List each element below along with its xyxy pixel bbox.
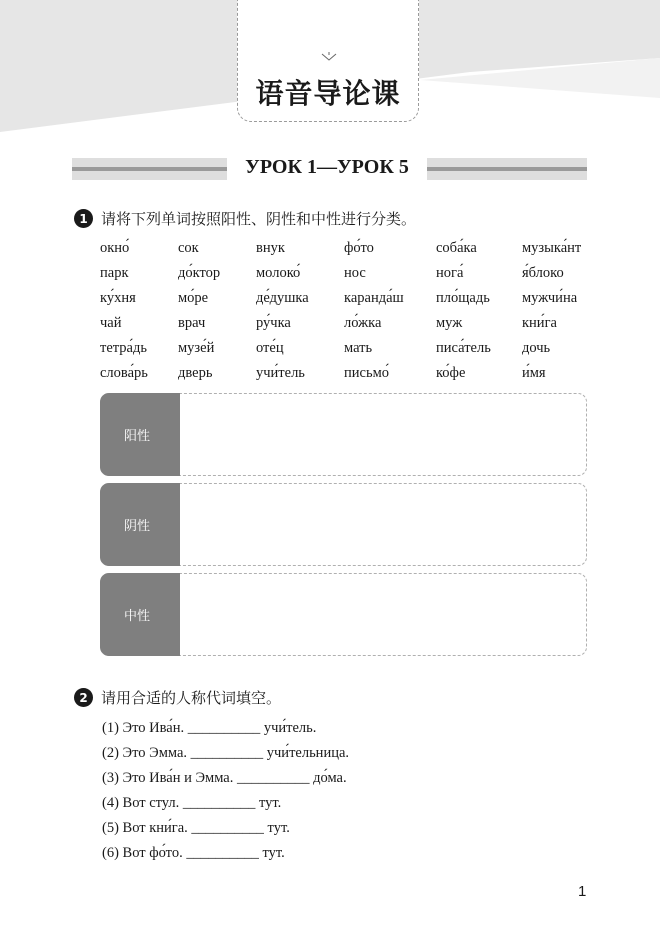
sentence-item: (6) Вот фо́то. __________ тут.	[102, 845, 285, 861]
word-item: де́душка	[256, 290, 309, 306]
title-box	[237, 0, 419, 122]
page-number: 1	[578, 883, 587, 900]
lesson-bar-right	[427, 158, 587, 180]
sentence-item: (4) Вот стул. __________ тут.	[102, 795, 282, 811]
sentence-item: (5) Вот кни́га. __________ тут.	[102, 820, 290, 836]
word-item: окно́	[100, 240, 130, 256]
word-item: я́блоко	[522, 265, 564, 281]
word-item: учи́тель	[256, 365, 305, 381]
word-item: ло́жка	[344, 315, 382, 331]
word-item: дверь	[178, 365, 213, 381]
sentence-list	[102, 718, 349, 868]
exercise-2-number: 2	[74, 688, 93, 707]
category-label-neuter: 中性	[100, 573, 180, 656]
word-item: молоко́	[256, 265, 301, 281]
word-item: парк	[100, 265, 129, 281]
word-item: писа́тель	[436, 340, 491, 356]
category-box-neuter[interactable]	[100, 573, 587, 656]
word-item: ку́хня	[100, 290, 136, 306]
word-item: нос	[344, 265, 366, 281]
page-title: 语音导论课	[255, 77, 401, 110]
exercise-1-instruction: 请将下列单词按照阳性、阴性和中性进行分类。	[101, 210, 417, 228]
word-item: соба́ка	[436, 240, 477, 256]
exercise-1-heading	[74, 208, 416, 229]
category-box-masculine[interactable]	[100, 393, 587, 476]
word-item: оте́ц	[256, 340, 284, 356]
word-grid	[100, 238, 600, 383]
word-item: мать	[344, 340, 373, 356]
word-item: тетра́дь	[100, 340, 147, 356]
word-item: дочь	[522, 340, 551, 356]
decorative-chevron-icon	[321, 52, 337, 62]
word-item: каранда́ш	[344, 290, 404, 306]
category-label-feminine: 阴性	[100, 483, 180, 566]
lesson-bar-left	[72, 158, 227, 180]
word-item: фо́то	[344, 240, 374, 256]
word-item: ко́фе	[436, 365, 466, 381]
word-item: пло́щадь	[436, 290, 490, 306]
word-item: чай	[100, 315, 122, 331]
word-item: слова́рь	[100, 365, 148, 381]
word-item: и́мя	[522, 365, 546, 381]
word-item: ру́чка	[256, 315, 291, 331]
word-item: до́ктор	[178, 265, 221, 281]
exercise-2-heading	[74, 687, 281, 708]
category-label-masculine: 阳性	[100, 393, 180, 476]
word-item: муж	[436, 315, 463, 331]
word-item: внук	[256, 240, 285, 256]
word-item: музе́й	[178, 340, 215, 356]
sentence-item: (1) Это Ива́н. __________ учи́тель.	[102, 720, 317, 736]
sentence-item: (2) Это Эмма. __________ учи́тельница.	[102, 745, 350, 761]
word-item: письмо́	[344, 365, 389, 381]
word-item: мо́ре	[178, 290, 209, 306]
category-box-feminine[interactable]	[100, 483, 587, 566]
word-item: сок	[178, 240, 199, 256]
lesson-title: УРОК 1—УРОК 5	[245, 156, 409, 178]
word-item: музыка́нт	[522, 240, 582, 256]
sentence-item: (3) Это Ива́н и Эмма. __________ до́ма.	[102, 770, 347, 786]
word-item: нога́	[436, 265, 464, 281]
word-item: мужчи́на	[522, 290, 578, 306]
exercise-1-number: 1	[74, 209, 93, 228]
word-item: кни́га	[522, 315, 557, 331]
exercise-2-instruction: 请用合适的人称代词填空。	[101, 689, 282, 707]
word-item: врач	[178, 315, 206, 331]
